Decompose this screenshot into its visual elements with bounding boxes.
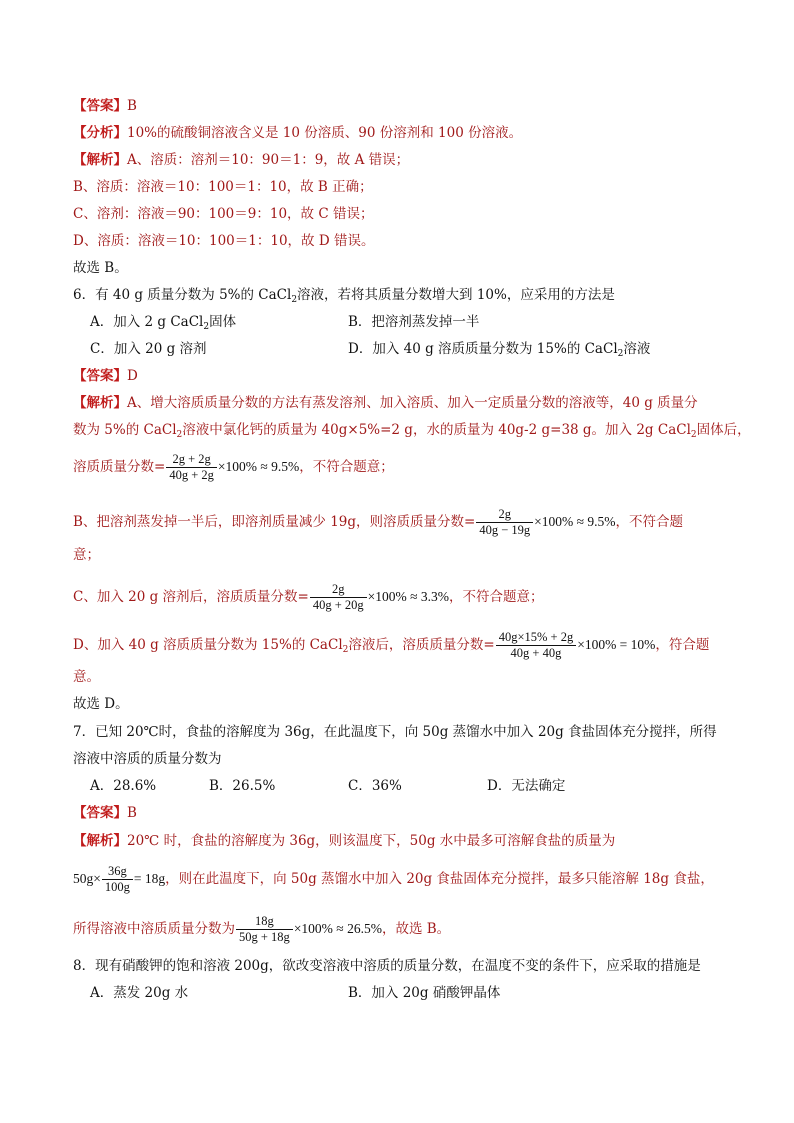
question-7-line-2: 溶液中溶质的质量分数为 (73, 751, 222, 767)
numerator: 18g (236, 914, 293, 930)
math-text: ×100% ≈ 9.5% (534, 514, 616, 529)
math-text: ×100% ≈ 26.5% (293, 921, 382, 936)
numerator: 40g×15% + 2g (496, 630, 577, 646)
solution-6-line-1 (73, 393, 698, 413)
option-text: 固体 (209, 314, 237, 330)
answer-tag: 【答案】 (73, 98, 127, 114)
question-6-text-b: 溶液，若将其质量分数增大到 10%，应采用的方法是 (297, 287, 615, 303)
subscript: 2 (617, 349, 624, 359)
solution-6-line-2 (73, 420, 751, 440)
analysis-tag: 【分析】 (73, 125, 127, 141)
solution-6-line-4 (73, 507, 683, 538)
question-8-line-1: 8．现有硝酸钾的饱和溶液 200g，欲改变溶液中溶质的质量分数，在温度不变的条件下，应采取的措施是 (73, 958, 701, 974)
solution-line-b: B、溶质：溶液＝10：100＝1：10，故 B 正确； (73, 179, 373, 195)
answer-tag: 【答案】 (73, 368, 127, 384)
conclusion-line: 故选 B。 (73, 260, 128, 276)
math-text: ×100% ≈ 9.5% (217, 459, 300, 474)
answer-7 (73, 803, 137, 823)
subscript: 2 (342, 645, 349, 655)
fraction (310, 582, 367, 613)
q6-option-d (348, 339, 650, 359)
text: ，则在此温度下，向 50g 蒸馏水中加入 20g 食盐固体充分搅拌，最多只能溶解 18g 食盐， (165, 871, 714, 887)
math-text: 50g× (73, 871, 101, 886)
q6-option-a (90, 312, 236, 332)
text: ，故选 B。 (381, 921, 451, 937)
fraction (496, 630, 577, 661)
solution-line (73, 150, 409, 170)
solution-tag: 【解析】 (73, 152, 127, 168)
text: ，不符合题意； (449, 589, 544, 605)
option-text: D．加入 40 g 溶质质量分数为 15%的 CaCl (348, 341, 618, 357)
denominator: 40g + 40g (510, 646, 562, 660)
solution-6-line-8: 意。 (73, 669, 100, 685)
numerator: 36g (102, 864, 133, 880)
fraction (102, 864, 133, 895)
q7-option-b: B．26.5% (209, 778, 276, 794)
fraction (476, 507, 533, 538)
question-6 (73, 285, 615, 305)
option-text: 溶液 (623, 341, 651, 357)
text: 所得溶液中溶质质量分数为 (73, 921, 235, 937)
q8-option-a: A．蒸发 20g 水 (90, 985, 189, 1001)
answer-text: B (127, 805, 137, 821)
fraction (236, 914, 293, 945)
denominator: 40g + 2g (169, 468, 214, 482)
solution-6-line-6 (73, 582, 544, 613)
numerator: 2g (310, 582, 367, 598)
math-text: = 18g (133, 871, 166, 886)
analysis-text: 10%的硫酸铜溶液含义是 10 份溶质、90 份溶剂和 100 份溶液。 (127, 125, 523, 141)
solution-text: 20℃ 时，食盐的溶解度为 36g，则该温度下，50g 水中最多可溶解食盐的质量为 (127, 833, 616, 849)
q7-option-c: C．36% (348, 778, 402, 794)
solution-7-line-3 (73, 914, 450, 945)
q7-option-a: A．28.6% (90, 778, 157, 794)
text: 溶液后，溶质质量分数= (348, 637, 495, 653)
text: C、加入 20 g 溶剂后，溶质质量分数= (73, 589, 309, 605)
text: 数为 5%的 CaCl (73, 422, 177, 438)
answer-text: D (127, 368, 138, 384)
text: D、加入 40 g 溶质质量分数为 15%的 CaCl (73, 637, 343, 653)
text: 固体后， (696, 422, 751, 438)
solution-7-line-1 (73, 831, 615, 851)
text: B、把溶剂蒸发掉一半后，即溶剂质量减少 19g，则溶质质量分数= (73, 514, 476, 530)
denominator: 40g − 19g (479, 523, 531, 537)
math-text: ×100% = 10% (577, 637, 656, 652)
analysis-line (73, 123, 522, 143)
answer-line (73, 96, 137, 116)
solution-6-line-5: 意； (73, 547, 100, 563)
answer-tag: 【答案】 (73, 805, 127, 821)
fraction (166, 452, 217, 483)
solution-line-d: D、溶质：溶液＝10：100＝1：10，故 D 错误。 (73, 233, 375, 249)
solution-line-c: C、溶剂：溶液＝90：100＝9：10，故 C 错误； (73, 206, 374, 222)
text: 溶质质量分数= (73, 459, 166, 475)
solution-7-line-2 (73, 864, 714, 895)
solution-tag: 【解析】 (73, 833, 127, 849)
subscript: 2 (690, 430, 697, 440)
solution-6-line-7 (73, 630, 709, 661)
text: ，不符合题意； (299, 459, 394, 475)
question-6-text-a: 6．有 40 g 质量分数为 5%的 CaCl (73, 287, 292, 303)
conclusion-6: 故选 D。 (73, 696, 129, 712)
denominator: 40g + 20g (312, 598, 364, 612)
q6-option-b: B．把溶剂蒸发掉一半 (348, 314, 480, 330)
question-7-line-1: 7．已知 20℃时，食盐的溶解度为 36g，在此温度下，向 50g 蒸馏水中加入 20g 食盐固体充分搅拌，所得 (73, 724, 717, 740)
denominator: 100g (104, 880, 130, 894)
text: ，符合题 (655, 637, 710, 653)
numerator: 2g + 2g (166, 452, 217, 468)
answer-text: B (127, 98, 137, 114)
solution-tag: 【解析】 (73, 395, 127, 411)
text: ，不符合题 (615, 514, 684, 530)
math-text: ×100% ≈ 3.3% (367, 589, 450, 604)
subscript: 2 (176, 430, 183, 440)
subscript: 2 (203, 322, 210, 332)
option-text: A．加入 2 g CaCl (90, 314, 204, 330)
numerator: 2g (476, 507, 533, 523)
q7-option-d: D．无法确定 (487, 778, 566, 794)
solution-6-line-3 (73, 452, 394, 483)
subscript: 2 (291, 295, 298, 305)
text: 溶液中氯化钙的质量为 40g×5%=2 g，水的质量为 40g-2 g=38 g。加入 2g CaCl (182, 422, 691, 438)
q8-option-b: B．加入 20g 硝酸钾晶体 (348, 985, 501, 1001)
q6-option-c: C．加入 20 g 溶剂 (90, 341, 207, 357)
answer-6 (73, 366, 138, 386)
denominator: 50g + 18g (239, 930, 290, 944)
solution-text: A、增大溶质质量分数的方法有蒸发溶剂、加入溶质、加入一定质量分数的溶液等，40 g 质量分 (127, 395, 698, 411)
solution-text: A、溶质：溶剂＝10：90＝1：9，故 A 错误； (127, 152, 410, 168)
